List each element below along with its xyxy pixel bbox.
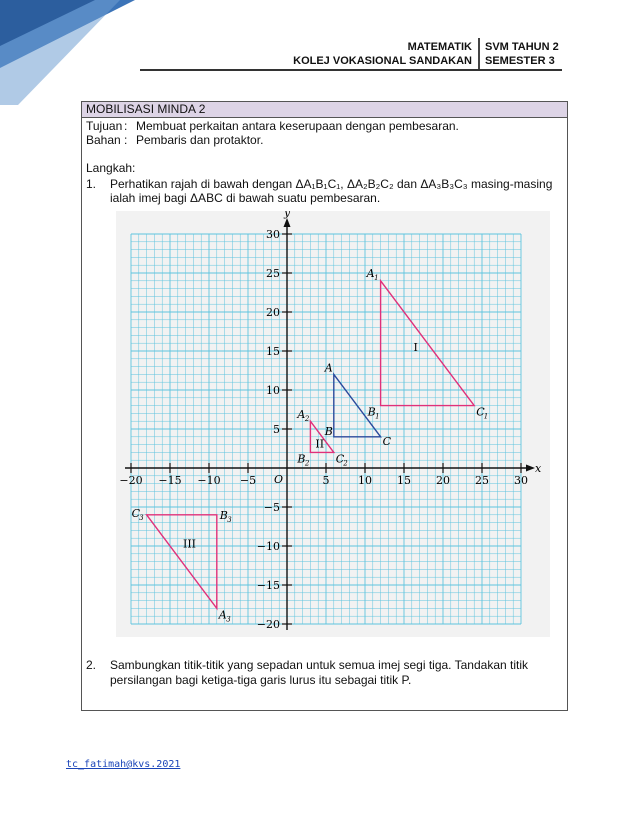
header-rule (140, 69, 562, 71)
label-a: A (324, 361, 333, 375)
label-c1-sub: 1 (483, 412, 489, 421)
bahan-text: Pembaris dan protaktor. (136, 133, 264, 147)
label-b: B (324, 424, 333, 438)
step-1-line-b: ialah imej bagi ΔABC di bawah suatu pembesaran. (110, 191, 381, 205)
label-c1: C (476, 405, 485, 419)
header-semester: SEMESTER 3 (485, 55, 555, 67)
bahan-label: Bahan (86, 133, 121, 147)
tujuan-text: Membuat perkaitan antara keserupaan dengan pembesaran. (136, 119, 459, 133)
label-a2-sub: 2 (304, 415, 310, 424)
y-axis-label: y (284, 211, 291, 219)
tujuan-row: Tujuan : Membuat perkaitan antara keserupaan dengan pembesaran. (86, 119, 459, 133)
x-tick-label: 15 (397, 474, 411, 487)
header-right (485, 40, 559, 68)
y-tick-label: 10 (266, 384, 280, 397)
step-1-number: 1. (86, 177, 97, 191)
y-tick-label: 15 (266, 345, 280, 358)
label-roman-iii: III (182, 537, 197, 551)
label-a3-sub: 3 (226, 615, 231, 624)
bahan-row: Bahan : Pembaris dan protaktor. (86, 133, 264, 147)
label-a3: A (218, 608, 227, 622)
x-tick-label: 10 (358, 474, 372, 487)
y-tick-label: 25 (266, 267, 280, 280)
label-roman-ii: II (315, 437, 325, 451)
label-b1-sub: 1 (375, 412, 380, 421)
y-tick-label: −15 (256, 579, 280, 592)
x-tick-label: 30 (514, 474, 528, 487)
step-2-number: 2. (86, 658, 97, 672)
label-c3-sub: 3 (139, 513, 144, 522)
x-tick-label: −15 (158, 474, 182, 487)
step-2 (86, 658, 556, 688)
y-tick-label: −5 (263, 501, 280, 514)
y-tick-label: −20 (256, 618, 280, 631)
y-tick-label: 5 (273, 423, 280, 436)
label-roman-i: I (413, 341, 418, 354)
y-tick-label: 20 (266, 306, 280, 319)
x-tick-label: −20 (119, 474, 143, 487)
label-a1-sub: 1 (374, 273, 379, 282)
label-c: C (382, 434, 392, 448)
graph-background (116, 211, 550, 637)
label-c2: C (335, 452, 345, 466)
header-separator (478, 38, 480, 70)
activity-text (82, 118, 567, 206)
step-1 (86, 177, 563, 205)
step-2-text: Sambungkan titik-titik yang sepadan untuk semua imej segi tiga. Tandakan titik persilangan bagi ketiga-tiga garis lurus itu sebagai titik P. (110, 658, 529, 687)
label-b3: B (219, 508, 228, 522)
x-tick-label: −10 (197, 474, 221, 487)
label-a1: A (366, 266, 375, 280)
label-c3: C (131, 506, 141, 520)
label-b1: B (367, 405, 376, 419)
header-level: SVM TAHUN 2 (485, 41, 559, 53)
label-c2-sub: 2 (343, 459, 348, 468)
label-b2: B (297, 452, 306, 466)
step-1-line-a: Perhatikan rajah di bawah dengan ΔA₁B₁C₁, ΔA₂B₂C₂ dan ΔA₃B₃C₃ masing-masing (110, 177, 553, 191)
x-tick-label: 5 (322, 474, 330, 487)
footer-credit: tc_fatimah@kvs.2021 (66, 759, 181, 770)
label-b3-sub: 3 (227, 515, 232, 524)
activity-title: MOBILISASI MINDA 2 (82, 102, 567, 118)
x-tick-label: −5 (239, 474, 257, 487)
header-college: KOLEJ VOKASIONAL SANDAKAN (293, 55, 472, 67)
y-tick-label: 30 (266, 228, 280, 241)
enlargement-graph (116, 211, 550, 637)
tujuan-label: Tujuan (86, 119, 123, 133)
corner-decoration (0, 0, 140, 105)
label-a2: A (297, 408, 306, 422)
x-axis-label: x (535, 462, 542, 475)
x-tick-label: 25 (475, 474, 489, 487)
header-subject: MATEMATIK (407, 41, 472, 53)
header-left (293, 40, 472, 68)
langkah-label: Langkah: (86, 161, 136, 175)
x-tick-label: 20 (436, 474, 450, 487)
label-b2-sub: 2 (304, 459, 310, 468)
origin-label: O (274, 473, 284, 486)
y-tick-label: −10 (256, 540, 280, 553)
